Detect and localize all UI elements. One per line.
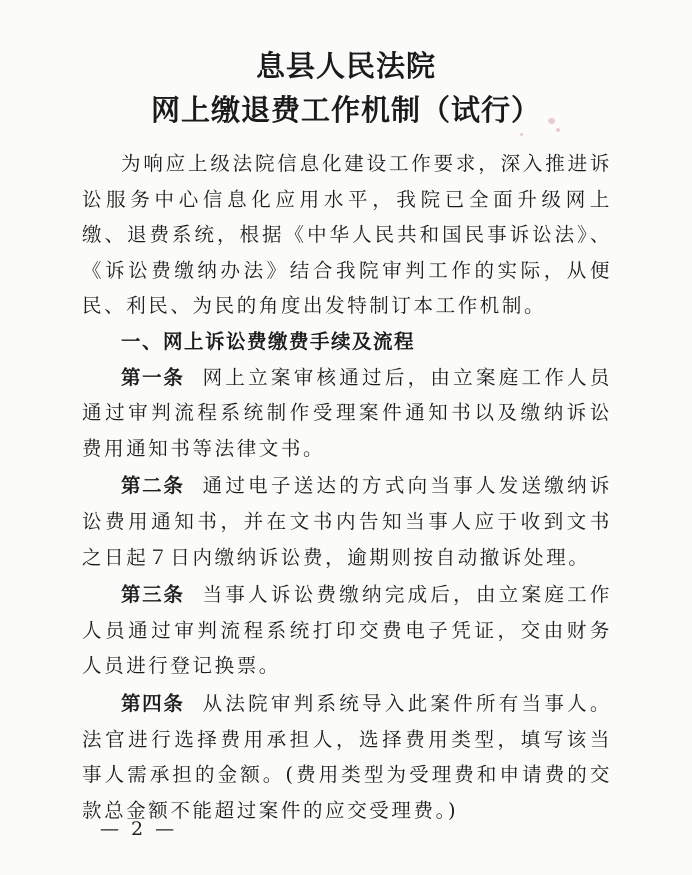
article-1-label: 第一条 [121,365,185,389]
article-4 [82,686,612,828]
scan-speck [556,128,560,132]
document-body [82,146,612,828]
intro-paragraph: 为响应上级法院信息化建设工作要求，深入推进诉讼服务中心信息化应用水平，我院已全面升级网上缴、退费系统，根据《中华人民共和国民事诉讼法》、《诉讼费缴纳办法》结合我院审判工作的实际，从便民、利民、为民的角度出发特制订本工作机制。 [82,152,612,318]
section-heading: 一、网上诉讼费缴费手续及流程 [121,329,416,353]
article-3-label: 第三条 [121,583,185,607]
article-2-text: 通过电子送达的方式向当事人发送缴纳诉讼费用通知书，并在文书内告知当事人应于收到文书之日起７日内缴纳诉讼费，逾期则按自动撤诉处理。 [82,474,612,569]
article-3-text: 当事人诉讼费缴纳完成后，由立案庭工作人员通过审判流程系统打印交费电子凭证，交由财务人员进行登记换票。 [82,583,612,678]
article-3 [82,577,612,684]
page-number: — 2 — [100,818,178,840]
document-title-line1: 息县人民法院 [255,49,436,83]
article-2 [82,468,612,575]
scan-speck [520,133,523,136]
article-1-text: 网上立案审核通过后，由立案庭工作人员通过审判流程系统制作受理案件通知书以及缴纳诉讼费用通知书等法律文书。 [82,365,612,460]
document-title-line2: 网上缴退费工作机制（试行） [150,93,541,127]
article-4-text: 从法院审判系统导入此案件所有当事人。法官进行选择费用承担人，选择费用类型，填写该当事人需承担的金额。(费用类型为受理费和申请费的交款总金额不能超过案件的应交受理费。) [82,691,612,822]
article-1 [82,360,612,467]
scan-speck [548,118,555,124]
article-2-label: 第二条 [121,474,185,498]
article-4-label: 第四条 [121,691,185,715]
